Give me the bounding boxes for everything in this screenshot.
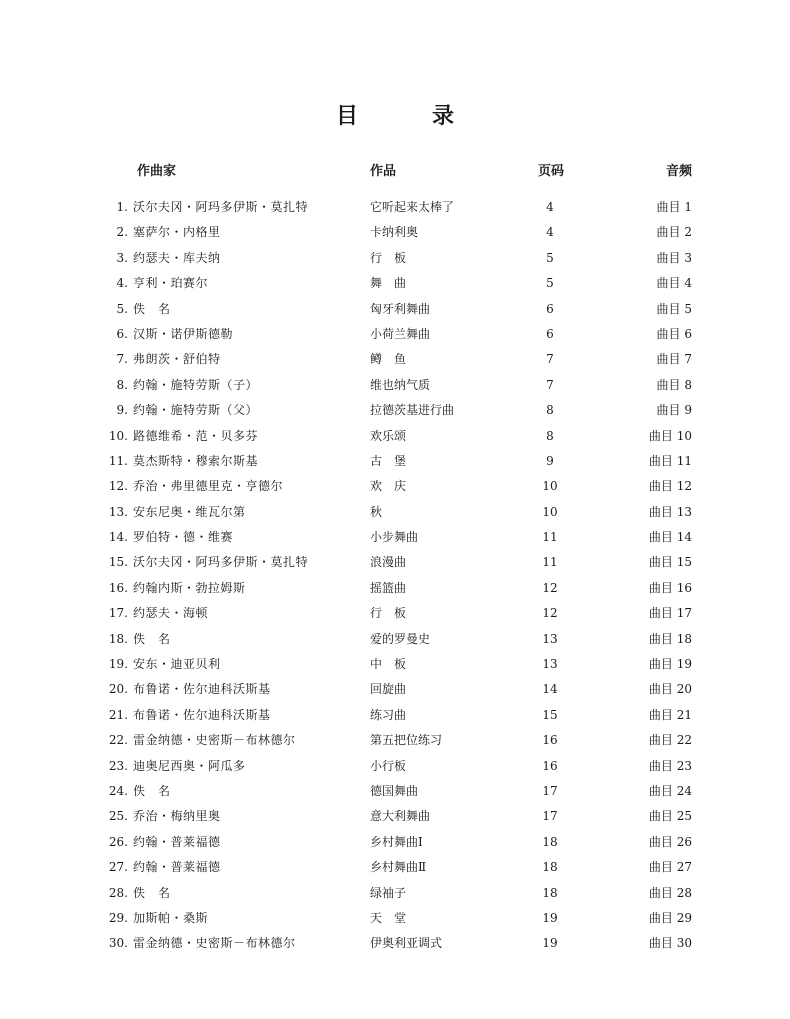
entry-audio-track: 曲目 12 (648, 479, 692, 494)
entry-number: 1. (116, 200, 128, 214)
toc-entry (0, 856, 790, 881)
entry-number: 16. (108, 580, 128, 595)
entry-work: 乡村舞曲Ⅱ (370, 860, 427, 875)
entry-audio-track: 曲目 17 (648, 606, 692, 621)
entry-page: 18 (542, 834, 558, 849)
entry-work: 爱的罗曼史 (370, 631, 431, 646)
entry-number: 25. (108, 809, 128, 824)
entry-work: 拉德茨基进行曲 (370, 403, 455, 418)
entry-page: 17 (542, 809, 558, 824)
entry-composer: 布鲁诺・佐尔迪科沃斯基 (133, 682, 271, 697)
toc-entry (0, 907, 790, 932)
entry-composer: 约翰内斯・勃拉姆斯 (133, 580, 246, 595)
toc-entry (0, 323, 790, 348)
entry-audio-track: 曲目 21 (648, 707, 692, 722)
entry-work: 鳟 鱼 (370, 352, 407, 367)
entry-audio-track: 曲目 11 (648, 453, 692, 468)
entry-composer: 路德维希・范・贝多芬 (133, 428, 259, 443)
entry-work: 行 板 (370, 606, 407, 621)
entry-work: 小步舞曲 (370, 530, 419, 545)
entry-page: 9 (546, 453, 554, 468)
entry-number: 19. (108, 657, 128, 672)
entry-number: 13. (108, 504, 128, 519)
toc-entry (0, 221, 790, 246)
toc-entry (0, 805, 790, 830)
entry-composer: 莫杰斯特・穆索尔斯基 (133, 453, 259, 468)
entry-number: 8. (116, 377, 128, 392)
entry-page: 13 (542, 631, 558, 646)
entry-composer: 迪奥尼西奥・阿瓜多 (133, 758, 246, 773)
entry-audio-track: 曲目 27 (648, 860, 692, 875)
entry-page: 5 (546, 276, 554, 291)
entry-composer: 安东尼奥・维瓦尔第 (133, 504, 246, 519)
entry-number: 20. (108, 682, 128, 697)
entry-audio-track: 曲目 24 (648, 783, 692, 798)
entry-audio-track: 曲目 19 (648, 657, 692, 672)
entry-number: 6. (116, 326, 128, 341)
entry-work: 绿袖子 (370, 885, 407, 900)
entry-number: 21. (108, 707, 128, 722)
entry-composer: 罗伯特・德・维赛 (133, 530, 234, 545)
entry-audio-track: 曲目 26 (648, 834, 692, 849)
entry-page: 19 (542, 936, 558, 951)
entry-page: 7 (546, 377, 554, 392)
entry-composer: 约瑟夫・海顿 (133, 606, 209, 621)
page-title: 目 录 (335, 103, 480, 129)
toc-entry (0, 577, 790, 602)
toc-entry (0, 704, 790, 729)
entry-page: 17 (542, 783, 558, 798)
toc-entry (0, 602, 790, 627)
entry-audio-track: 曲目 28 (648, 885, 692, 900)
entry-number: 11. (108, 453, 128, 468)
entry-composer: 约翰・施特劳斯（父） (133, 403, 259, 418)
entry-page: 6 (546, 301, 554, 316)
entry-number: 30. (108, 936, 128, 951)
entry-audio-track: 曲目 7 (656, 352, 692, 367)
entry-number: 14. (108, 530, 128, 545)
entry-work: 练习曲 (370, 707, 407, 722)
entry-work: 卡纳利奥 (370, 225, 419, 240)
entry-work: 伊奥利亚调式 (370, 936, 443, 951)
toc-entry (0, 780, 790, 805)
entry-page: 6 (546, 326, 554, 341)
toc-entry (0, 374, 790, 399)
entry-number: 9. (116, 403, 128, 418)
entry-audio-track: 曲目 18 (648, 631, 692, 646)
entry-composer: 雷金纳德・史密斯－布林德尔 (133, 733, 296, 748)
toc-entry (0, 450, 790, 475)
entry-page: 4 (546, 200, 554, 214)
entry-audio-track: 曲目 14 (648, 530, 692, 545)
entry-composer: 弗朗茨・舒伯特 (133, 352, 221, 367)
entry-number: 2. (116, 225, 128, 240)
entry-work: 秋 (370, 504, 383, 519)
entry-composer: 约翰・施特劳斯（子） (133, 377, 259, 392)
entry-composer: 亨利・珀赛尔 (133, 276, 209, 291)
entry-audio-track: 曲目 25 (648, 809, 692, 824)
entry-number: 23. (108, 758, 128, 773)
entry-work: 欢乐颂 (370, 428, 407, 443)
entry-composer: 沃尔夫冈・阿玛多伊斯・莫扎特 (133, 200, 309, 214)
entry-number: 5. (116, 301, 128, 316)
entry-number: 15. (108, 555, 128, 570)
entry-page: 14 (542, 682, 558, 697)
entry-composer: 佚 名 (133, 783, 171, 798)
entry-work: 摇篮曲 (370, 580, 407, 595)
entry-audio-track: 曲目 30 (648, 936, 692, 951)
entry-composer: 加斯帕・桑斯 (133, 910, 209, 925)
entry-number: 12. (108, 479, 128, 494)
header-audio: 音频 (666, 164, 693, 179)
entry-audio-track: 曲目 8 (656, 377, 692, 392)
entry-page: 10 (542, 504, 558, 519)
entry-page: 11 (542, 555, 558, 570)
entry-audio-track: 曲目 15 (648, 555, 692, 570)
entry-audio-track: 曲目 6 (656, 326, 692, 341)
entry-number: 28. (108, 885, 128, 900)
toc-header-row (0, 162, 790, 182)
entry-audio-track: 曲目 16 (648, 580, 692, 595)
entry-work: 古 堡 (370, 453, 407, 468)
entry-composer: 佚 名 (133, 301, 171, 316)
header-work: 作品 (370, 164, 397, 179)
entry-audio-track: 曲目 20 (648, 682, 692, 697)
entry-number: 7. (116, 352, 128, 367)
entry-page: 7 (546, 352, 554, 367)
entry-audio-track: 曲目 5 (656, 301, 692, 316)
entry-number: 24. (108, 783, 128, 798)
entry-work: 小荷兰舞曲 (370, 326, 431, 341)
entry-number: 10. (108, 428, 128, 443)
toc-entry (0, 729, 790, 754)
entry-work: 意大利舞曲 (370, 809, 431, 824)
entry-work: 匈牙利舞曲 (370, 301, 431, 316)
toc-entry (0, 831, 790, 856)
entry-work: 回旋曲 (370, 682, 407, 697)
entry-number: 4. (116, 276, 128, 291)
toc-entry (0, 653, 790, 678)
toc-entry (0, 628, 790, 653)
entry-audio-track: 曲目 3 (656, 250, 692, 265)
entry-page: 8 (546, 428, 554, 443)
entry-composer: 约瑟夫・库夫纳 (133, 250, 221, 265)
entry-work: 行 板 (370, 250, 407, 265)
entry-composer: 乔治・梅纳里奥 (133, 809, 221, 824)
entry-number: 26. (108, 834, 128, 849)
entry-composer: 汉斯・诺伊斯德勒 (133, 326, 234, 341)
entry-audio-track: 曲目 10 (648, 428, 692, 443)
entry-composer: 沃尔夫冈・阿玛多伊斯・莫扎特 (133, 555, 309, 570)
toc-entry (0, 298, 790, 323)
entry-page: 11 (542, 530, 558, 545)
toc-entry (0, 526, 790, 551)
entry-audio-track: 曲目 9 (656, 403, 692, 418)
toc-entry (0, 247, 790, 272)
entry-page: 18 (542, 860, 558, 875)
entry-number: 27. (108, 860, 128, 875)
entry-work: 浪漫曲 (370, 555, 407, 570)
toc-entry (0, 501, 790, 526)
entry-work: 舞 曲 (370, 276, 407, 291)
entry-audio-track: 曲目 13 (648, 504, 692, 519)
entry-work: 中 板 (370, 657, 407, 672)
entry-page: 18 (542, 885, 558, 900)
toc-entry (0, 551, 790, 576)
header-page: 页码 (538, 164, 565, 179)
entry-page: 8 (546, 403, 554, 418)
entry-page: 16 (542, 758, 558, 773)
entry-page: 15 (542, 707, 558, 722)
entry-page: 19 (542, 910, 558, 925)
entry-composer: 塞萨尔・内格里 (133, 225, 221, 240)
entry-composer: 安东・迪亚贝利 (133, 657, 221, 672)
entry-work: 天 堂 (370, 910, 407, 925)
toc-entry (0, 272, 790, 297)
entry-composer: 布鲁诺・佐尔迪科沃斯基 (133, 707, 271, 722)
entry-composer: 乔治・弗里德里克・亨德尔 (133, 479, 284, 494)
toc-entry (0, 755, 790, 780)
entry-audio-track: 曲目 1 (656, 200, 692, 214)
entry-number: 3. (116, 250, 128, 265)
entry-number: 22. (108, 733, 128, 748)
toc-entry (0, 196, 790, 221)
header-composer: 作曲家 (137, 164, 177, 179)
entry-composer: 约翰・普莱福德 (133, 860, 221, 875)
entry-audio-track: 曲目 23 (648, 758, 692, 773)
entry-composer: 约翰・普莱福德 (133, 834, 221, 849)
entry-page: 12 (542, 580, 558, 595)
toc-entry (0, 348, 790, 373)
entry-work: 欢 庆 (370, 479, 407, 494)
entry-work: 德国舞曲 (370, 783, 419, 798)
entry-audio-track: 曲目 2 (656, 225, 692, 240)
entry-page: 5 (546, 250, 554, 265)
toc-entry (0, 475, 790, 500)
entry-work: 它听起来太棒了 (370, 200, 455, 214)
entry-work: 小行板 (370, 758, 407, 773)
toc-entry (0, 932, 790, 957)
entry-work: 维也纳气质 (370, 377, 431, 392)
entry-number: 17. (108, 606, 128, 621)
toc-entry (0, 399, 790, 424)
entry-work: 乡村舞曲Ⅰ (370, 834, 423, 849)
entry-work: 第五把位练习 (370, 733, 443, 748)
entry-page: 4 (546, 225, 554, 240)
entry-audio-track: 曲目 29 (648, 910, 692, 925)
toc-entry (0, 882, 790, 907)
entry-audio-track: 曲目 4 (656, 276, 692, 291)
entry-page: 10 (542, 479, 558, 494)
entry-number: 18. (108, 631, 128, 646)
toc-entry (0, 678, 790, 703)
entry-composer: 雷金纳德・史密斯－布林德尔 (133, 936, 296, 951)
entry-composer: 佚 名 (133, 885, 171, 900)
entry-page: 13 (542, 657, 558, 672)
entry-page: 12 (542, 606, 558, 621)
toc-list (0, 196, 790, 958)
entry-composer: 佚 名 (133, 631, 171, 646)
entry-page: 16 (542, 733, 558, 748)
toc-entry (0, 425, 790, 450)
entry-number: 29. (108, 910, 128, 925)
entry-audio-track: 曲目 22 (648, 733, 692, 748)
